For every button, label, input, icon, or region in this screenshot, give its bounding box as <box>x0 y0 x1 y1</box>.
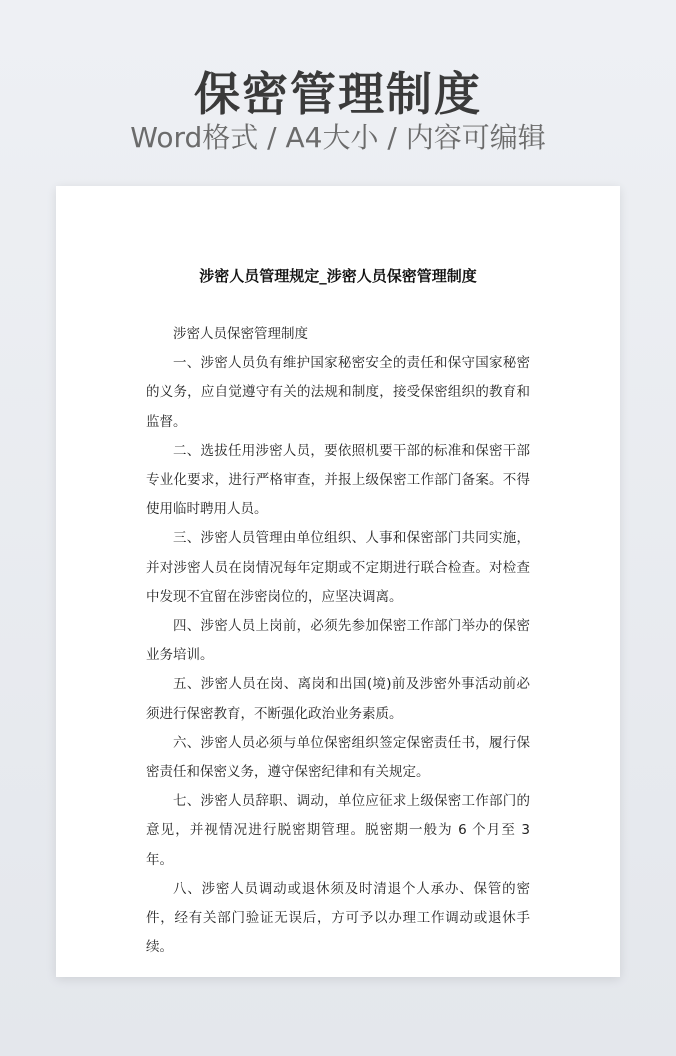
paragraph-7: 七、涉密人员辞职、调动，单位应征求上级保密工作部门的意见，并视情况进行脱密期管理。脱密期一般为 6 个月至 3 年。 <box>146 793 530 868</box>
banner <box>0 0 676 180</box>
paragraph-3: 三、涉密人员管理由单位组织、人事和保密部门共同实施，并对涉密人员在岗情况每年定期或不定期进行联合检查。对检查中发现不宜留在涉密岗位的，应坚决调离。 <box>146 530 530 605</box>
banner-subtitle: Word格式 / A4大小 / 内容可编辑 <box>130 121 546 154</box>
document-title: 涉密人员管理规定_涉密人员保密管理制度 <box>199 267 477 285</box>
paragraph-6: 六、涉密人员必须与单位保密组织签定保密责任书，履行保密责任和保密义务，遵守保密纪律和有关规定。 <box>146 734 530 781</box>
paragraph-8: 八、涉密人员调动或退休须及时清退个人承办、保管的密件，经有关部门验证无误后，方可予以办理工作调动或退休手续。 <box>146 880 530 956</box>
paragraph-heading: 涉密人员保密管理制度 <box>173 326 308 342</box>
banner-title: 保密管理制度 <box>194 67 482 121</box>
paragraph-4: 四、涉密人员上岗前，必须先参加保密工作部门举办的保密业务培训。 <box>146 618 530 664</box>
document-page <box>56 186 620 977</box>
document-body <box>146 320 530 962</box>
paragraph-2: 二、选拔任用涉密人员，要依照机要干部的标准和保密干部专业化要求，进行严格审查，并报上级保密工作部门备案。不得使用临时聘用人员。 <box>146 442 530 518</box>
paragraph-5: 五、涉密人员在岗、离岗和出国(境)前及涉密外事活动前必须进行保密教育，不断强化政治业务素质。 <box>146 676 530 722</box>
paragraph-1: 一、涉密人员负有维护国家秘密安全的责任和保守国家秘密的义务，应自觉遵守有关的法规和制度，接受保密组织的教育和监督。 <box>146 355 530 430</box>
